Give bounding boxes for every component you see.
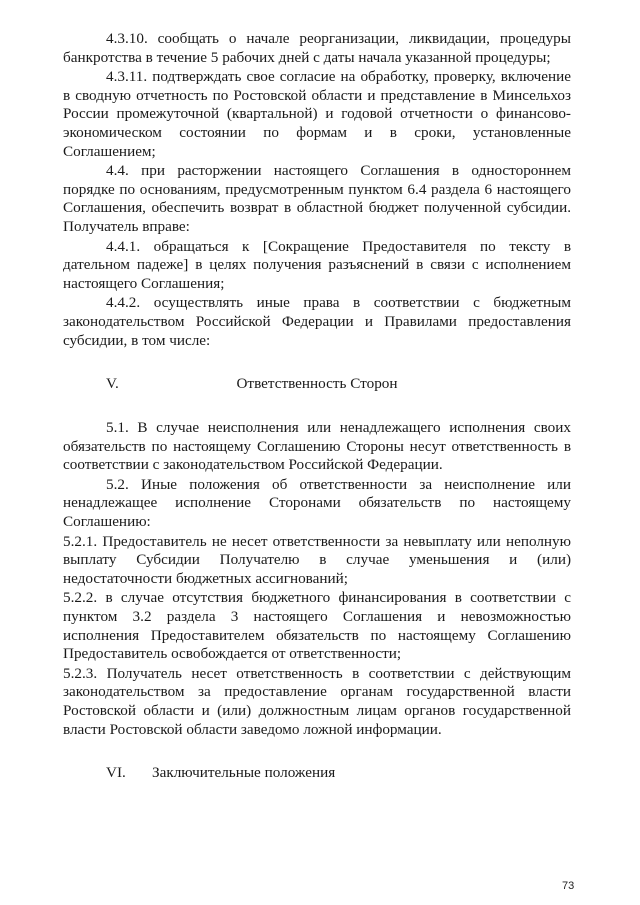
clause-5-2: 5.2. Иные положения об ответственности за неисполнение или ненадлежащее исполнение Сторонами обязательств по настоящему Соглашению: (63, 475, 571, 531)
clause-4-3-11: 4.3.11. подтверждать свое согласие на обработку, проверку, включение в сводную отчетность по Ростовской области и представление в Минсельхоз России промежуточной (квартальной) и годовой отчетности о финансово-экономическом состоянии по формам и в сроки, установленные Соглашением; (63, 68, 571, 160)
clause-4-4-1: 4.4.1. обращаться к [Сокращение Предоставителя по тексту в дательном падеже] в целях получения разъяснений в связи с исполнением настоящего Соглашения; (63, 237, 571, 292)
clause-5-2-1: 5.2.1. Предоставитель не несет ответственности за невыплату или неполную выплату Субсидии Получателю в случае уменьшения и (или) недостаточности бюджетных ассигнований; (63, 532, 571, 587)
section-title: Заключительные положения (152, 764, 336, 782)
clause-5-2-3: 5.2.3. Получатель несет ответственность в соответствии с действующим законодательством за предоставление органам государственной власти Ростовской области и (или) должностным лицам органов государственной власти Ростовской области заведомо ложной информации. (63, 664, 571, 738)
clause-5-2-2: 5.2.2. в случае отсутствия бюджетного финансирования в соответствии с пунктом 3.2 раздела 3 настоящего Соглашения и невозможностью исполнения Предоставителем обязательств по настоящему Соглашению Предоставитель освобождается от ответственности; (63, 589, 571, 663)
page-number: 73 (562, 880, 575, 892)
clause-4-4: 4.4. при расторжении настоящего Соглашения в одностороннем порядке по основаниям, предусмотренным пунктом 6.4 раздела 6 настоящего Соглашения, обеспечить возврат в областной бюджет полученной субсидии. Получатель вправе: (63, 162, 571, 235)
section-heading-6 (63, 764, 571, 783)
section-heading-5 (63, 375, 571, 394)
clause-5-1: 5.1. В случае неисполнения или ненадлежащего исполнения своих обязательств по настоящему Соглашению Стороны несут ответственность в соответствии с законодательством Российской Федерации. (63, 419, 571, 474)
section-number: V. (106, 375, 119, 393)
section-number: VI. (106, 764, 126, 782)
section-title: Ответственность Сторон (236, 375, 398, 393)
clause-4-3-10: 4.3.10. сообщать о начале реорганизации, ликвидации, процедуры банкротства в течение 5 рабочих дней с даты начала указанной процедуры; (63, 30, 571, 66)
document-body (63, 30, 571, 783)
clause-4-4-2: 4.4.2. осуществлять иные права в соответствии с бюджетным законодательством Российской Федерации и Правилами предоставления субсидии, в том числе: (63, 294, 571, 349)
